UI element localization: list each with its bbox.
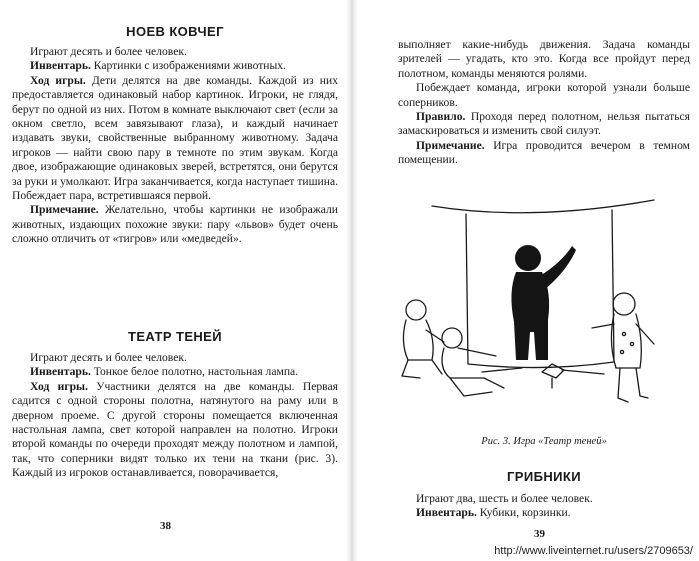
theatre-inventory-text: Тонкое белое полотно, настольная лампа. bbox=[90, 365, 299, 379]
noah-note bbox=[12, 203, 338, 246]
watermark-url: http://www.liveinternet.ru/users/2709653/ bbox=[494, 545, 693, 557]
theatre-game-label: Ход игры. bbox=[30, 379, 88, 393]
noah-players: Играют десять и более человек. bbox=[30, 45, 187, 58]
lying-child bbox=[442, 328, 504, 396]
kneeling-child bbox=[402, 300, 444, 378]
noah-inventory bbox=[12, 59, 338, 73]
noah-note-label: Примечание. bbox=[30, 203, 99, 217]
standing-child bbox=[592, 293, 654, 402]
theatre-note-text: Игра проводится вечером в темном помещении. bbox=[398, 138, 690, 167]
mushroom-inventory bbox=[398, 506, 690, 520]
right-page-number: 39 bbox=[534, 528, 545, 540]
theatre-note bbox=[398, 139, 690, 168]
theatre-winner: Побеждает команда, игроки которой узнали больше соперников. bbox=[398, 81, 690, 109]
theatre-continuation: выполняет какие-нибудь движения. Задача команды зрителей — угадать, кто это. Когда все пройдут перед полотном, команды меняются ролями. bbox=[398, 38, 690, 80]
theatre-rule bbox=[398, 110, 690, 139]
noah-game-text: Дети делятся на две команды. Каждой из них предоставляется одинаковый набор картинок. Игроки, не глядя, берут по одной из них. Потом в комнате выключают свет (если за окном светло, всем завязывают глаза), и каждый начинает издавать звуки, свойственные выбранному животному. Задача игроков — найти свою пару в темноте по этим звукам. Когда двое, изображающие одинаковых зверей, встретятся, они берутся за руки и умолкают. Игра заканчивается, когда наступает тишина. Побеждает пара, встретившаяся первой. bbox=[12, 73, 338, 203]
mushroom-inventory-text: Кубики, корзинки. bbox=[476, 506, 571, 520]
figure-caption: Рис. 3. Игра «Театр теней» bbox=[481, 436, 607, 447]
noah-text bbox=[12, 45, 338, 247]
shadow-silhouette bbox=[511, 245, 576, 360]
shadow-theatre-illustration bbox=[392, 192, 664, 430]
left-page-number: 38 bbox=[160, 520, 171, 532]
theatre-rule-label: Правило. bbox=[416, 110, 466, 124]
mushroom-players: Играют два, шесть и более человек. bbox=[416, 492, 593, 505]
noah-inventory-label: Инвентарь. bbox=[30, 59, 91, 73]
mushroom-inventory-label: Инвентарь. bbox=[416, 506, 477, 520]
theatre-inventory bbox=[12, 365, 338, 379]
theatre-players: Играют десять и более человек. bbox=[30, 351, 187, 364]
mushroom-title: ГРИБНИКИ bbox=[507, 469, 581, 484]
noah-game bbox=[12, 74, 338, 204]
theatre-title: ТЕАТР ТЕНЕЙ bbox=[128, 329, 222, 344]
noah-game-label: Ход игры. bbox=[30, 73, 86, 87]
noah-title: НОЕВ КОВЧЕГ bbox=[126, 24, 224, 39]
theatre-text bbox=[12, 351, 338, 481]
rope-line bbox=[432, 200, 654, 213]
theatre-inventory-label: Инвентарь. bbox=[30, 365, 91, 379]
noah-note-text: Желательно, чтобы картинки не изображали животных, издающих похожие звуки: пару «львов» будет очень сложно отличить от «тигров» или «медведей». bbox=[12, 203, 338, 246]
theatre-game bbox=[12, 380, 338, 481]
theatre-note-label: Примечание. bbox=[416, 138, 485, 152]
theatre-rule-text: Проходя перед полотном, нельзя пытаться замаскироваться и изменить свой силуэт. bbox=[398, 110, 690, 138]
theatre-game-text: Участники делятся на две команды. Первая садится с одной стороны полотна, натянутого на раму или в дверном проеме. С другой стороны помещается включенная настольная лампа, свет которой направлен на полотно. Игроки второй команды по очереди проходят между полотном и лампой, так, что соперники видят только их тени на ткани (рис. 3). Каждый из игроков останавливается, поворачивается, bbox=[12, 379, 338, 480]
noah-inventory-text: Картинки с изображениями животных. bbox=[90, 59, 286, 73]
right-text bbox=[398, 38, 690, 168]
mushroom-text bbox=[398, 492, 690, 521]
